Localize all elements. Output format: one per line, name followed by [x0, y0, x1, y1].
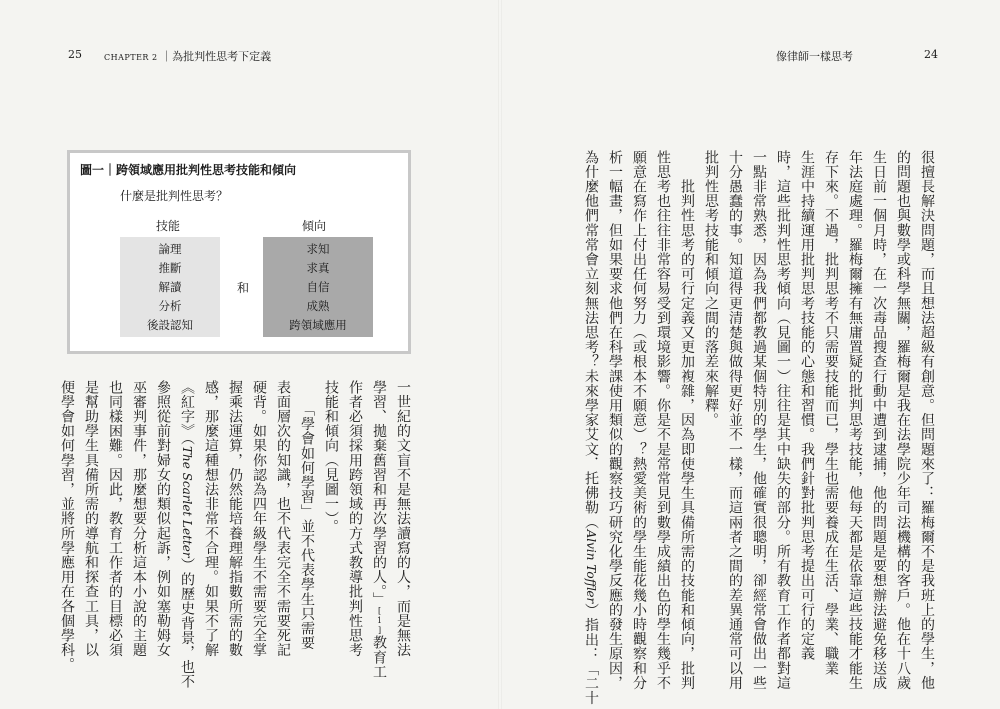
- chapter-header: [104, 48, 271, 64]
- text-column: 批判性思考的可行定義又更加複雜，因為即使學生具備所需的技能和傾向，批判: [679, 150, 695, 691]
- conjunction-label: 和: [237, 281, 250, 295]
- skill-item: 後設認知: [147, 317, 193, 332]
- skills-box: [120, 237, 220, 337]
- skill-item: 分析: [158, 298, 182, 313]
- text-column: 表面層次的知識，也不代表完全不需要死記: [275, 380, 291, 658]
- skill-item: 推斷: [158, 260, 182, 275]
- right-page: [500, 0, 1000, 709]
- dispositions-heading: 傾向: [302, 219, 327, 233]
- disposition-item: 自信: [306, 279, 330, 294]
- running-title: 像律師一樣思考: [776, 50, 853, 63]
- figure-box: [67, 150, 411, 354]
- text-column: 參照從前對婦女的類似起訴，例如塞勒姆女: [155, 380, 171, 658]
- text-column: 硬背。如果你認為四年級學生不需要完全掌: [251, 380, 267, 658]
- author-name-latin: Alvin Toffler: [584, 529, 598, 604]
- text-column: 便學會如何學習，並將所學應用在各個學科。: [59, 380, 75, 672]
- text-column: 也同樣困難。因此，教育工作者的目標必須: [107, 380, 123, 658]
- text-column: [180, 380, 194, 689]
- skills-heading: 技能: [156, 219, 181, 233]
- text-run: ）指出：「二十: [583, 603, 599, 706]
- text-column: 生涯中持續運用批判思考技能的心態和習慣。我們針對批判思考提出可行的定義: [799, 150, 815, 661]
- disposition-item: 求真: [306, 260, 330, 275]
- text-column: 技能和傾向（見圖一）。: [323, 380, 339, 534]
- text-run: 《紅字》（: [179, 380, 195, 446]
- text-column: 的問題也與數學或科學無關，羅梅爾是我在法學院少年司法機構的客戶。他在十八歲: [895, 150, 911, 691]
- chapter-label: CHAPTER 2: [104, 53, 158, 62]
- text-run: 學習、拋棄舊習和再次學習的人。」: [371, 380, 387, 607]
- text-column: 存下來。不過，批判思考不只需要技能而已，學生也需要養成在生活、學業、職業: [823, 150, 839, 676]
- page-number: 25: [68, 48, 82, 61]
- text-column: 一世紀的文盲不是無法讀寫的人，而是無法: [395, 380, 411, 658]
- text-column: 一點非常熟悉，因為我們都教過某個特別的學生，他確實很聰明，卻經常會做出一些: [751, 150, 767, 691]
- text-run: ）的歷史背景，也不: [179, 557, 195, 690]
- text-column: 巫審判事件，那麼想要分析這本小說的主題: [131, 380, 147, 658]
- skill-item: 論理: [158, 241, 182, 256]
- text-column: 「學會如何學習」並不代表學生只需要: [299, 380, 315, 651]
- disposition-item: 跨領域應用: [289, 317, 347, 332]
- text-column: 年法庭處理。羅梅爾擁有無庸置疑的批判思考技能，他每天都是依靠這些技能才能生: [847, 150, 863, 691]
- book-title-latin: The Scarlet Letter: [180, 446, 194, 558]
- text-column: 十分愚蠢的事。知道得更清楚與做得更好並不一樣，而這兩者之間的差異通常可以用: [727, 150, 743, 691]
- text-column: 生日前一個月時，在一次毒品搜查行動中遭到逮捕，他的問題是要想辦法避免移送成: [871, 150, 887, 691]
- text-column: 很擅長解決問題，而且想法超級有創意。但問題來了：羅梅爾不是我班上的學生，他: [919, 150, 935, 691]
- header-separator: ｜: [161, 50, 173, 63]
- text-run: 教育工: [371, 635, 387, 680]
- figure-subtitle: 什麼是批判性思考？: [120, 189, 229, 203]
- skill-item: 解讀: [158, 279, 182, 294]
- figure-caption: 圖一｜跨領域應用批判性思考技能和傾向: [80, 163, 297, 177]
- text-column: 感，那麼這種想法非常不合理。如果不了解: [203, 380, 219, 658]
- text-column: 握乘法運算，仍然能培養理解指數所需的數: [227, 380, 243, 658]
- text-column: 性思考也往往非常容易受到環境影響。你是不是常常見到數學成績出色的學生幾乎不: [655, 150, 671, 691]
- page-number: 24: [924, 48, 938, 61]
- text-column: 願意在寫作上付出任何努力（或根本不願意）？熱愛美術的學生能花幾小時觀察和分: [631, 150, 647, 691]
- disposition-item: 成熟: [306, 298, 330, 313]
- text-column: 時，這些批判性思考傾向（見圖一）往往是其中缺失的部分。所有教育工作者都對這: [775, 150, 791, 691]
- text-column: 是幫助學生具備所需的導航和探查工具，以: [83, 380, 99, 658]
- text-run: 為什麼他們常常會立刻無法思考？未來學家艾文．托佛勒（: [583, 150, 599, 530]
- disposition-item: 求知: [306, 241, 330, 256]
- text-column: [372, 380, 386, 679]
- text-column: 批判性思考技能和傾向之間的落差來解釋。: [703, 150, 719, 428]
- dispositions-box: [263, 237, 373, 337]
- footnote-marker: [1]: [375, 606, 384, 636]
- chapter-title: 為批判性思考下定義: [172, 50, 272, 63]
- text-column: 析一幅畫，但如果要求他們在科學課使用類似的觀察技巧研究化學反應的發生原因，: [607, 150, 623, 691]
- text-column: 作者必須採用跨領域的方式教導批判性思考: [347, 380, 363, 658]
- text-column: [584, 150, 598, 705]
